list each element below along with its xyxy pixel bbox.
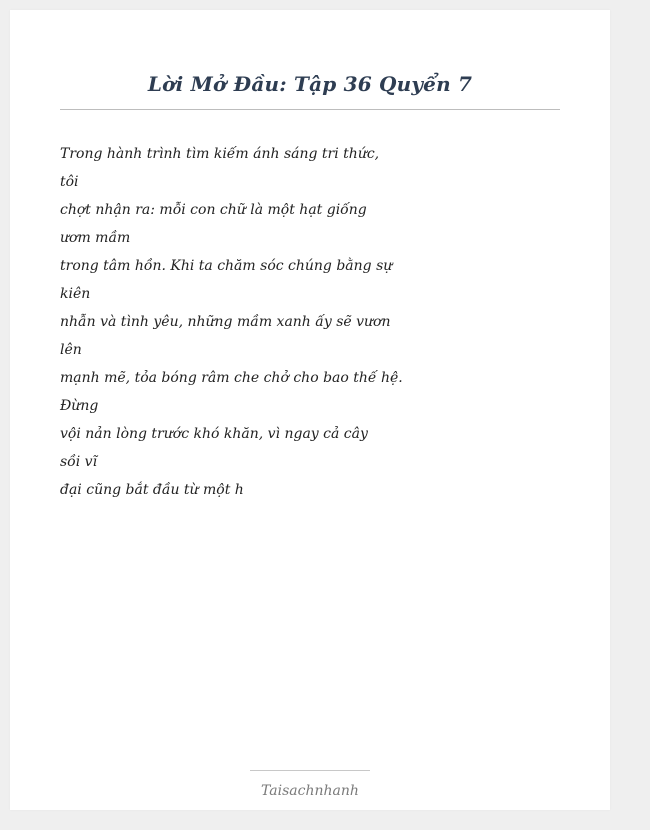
document-page [10, 10, 610, 810]
text-line: sồi vĩ [60, 454, 98, 470]
text-line: chợt nhận ra: mỗi con chữ là một hạt giống [60, 202, 367, 218]
text-line: tôi [60, 174, 79, 190]
text-line: lên [60, 342, 82, 358]
text-line: trong tâm hồn. Khi ta chăm sóc chúng bằng sự [60, 258, 393, 274]
text-line: nhẫn và tình yêu, những mầm xanh ấy sẽ vươn [60, 314, 391, 330]
body-text [60, 140, 403, 504]
text-line: Đừng [60, 398, 99, 414]
text-line: ươm mầm [60, 230, 131, 246]
title-divider [60, 109, 560, 110]
footer-brand: Taisachnhanh [261, 783, 359, 799]
text-line: vội nản lòng trước khó khăn, vì ngay cả cây [60, 426, 368, 442]
footer-divider [250, 770, 370, 771]
text-line: Trong hành trình tìm kiếm ánh sáng tri thức, [60, 146, 380, 162]
text-line: đại cũng bắt đầu từ một h [60, 482, 244, 498]
text-line: mạnh mẽ, tỏa bóng râm che chở cho bao thế hệ. [60, 370, 403, 386]
page-title: Lời Mở Đầu: Tập 36 Quyển 7 [147, 72, 473, 96]
text-line: kiên [60, 286, 91, 302]
